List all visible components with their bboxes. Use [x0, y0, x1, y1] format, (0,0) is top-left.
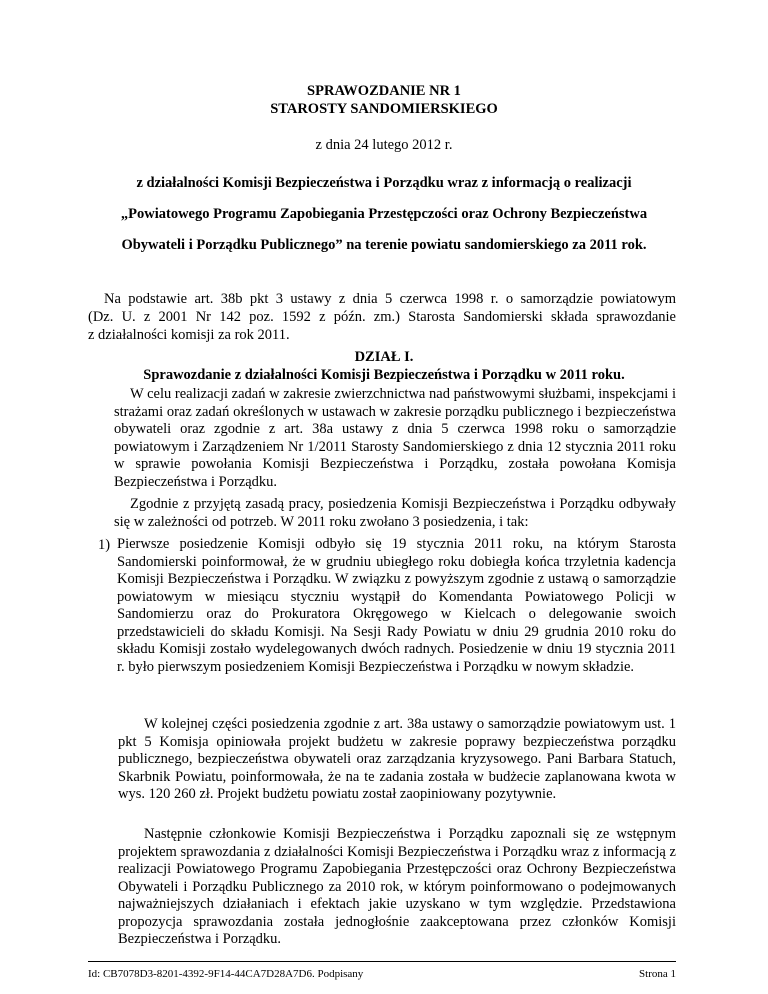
- section-subheading: Sprawozdanie z działalności Komisji Bezpieczeństwa i Porządku w 2011 roku.: [143, 367, 625, 383]
- subject-line2: „Powiatowego Programu Zapobiegania Przestępczości oraz Ochrony Bezpieczeństwa: [120, 206, 648, 222]
- intro-line2: (Dz. U. z 2001 Nr 142 poz. 1592 z późn. zm.) Starosta Sandomierski składa sprawozdanie: [88, 309, 676, 325]
- subject-line1: z działalności Komisji Bezpieczeństwa i Porządku wraz z informacją o realizacji: [136, 175, 632, 191]
- list-item-number: 1): [98, 537, 111, 553]
- intro-line1: Na podstawie art. 38b pkt 3 ustawy z dnia 5 czerwca 1998 r. o samorządzie powiatowym: [104, 291, 676, 307]
- document-title-line1: SPRAWOZDANIE NR 1: [307, 83, 461, 99]
- section-paragraph-1: W celu realizacji zadań w zakresie zwierzchnictwa nad państwowymi służbami, inspekcjami i strażami oraz zadań określonych w ustawach w zakresie porządku publicznego i bezpieczeństwa obywateli oraz zgodnie z art. 38a ustawy z dnia 5 czerwca 1998 roku o samorządzie powiatowym i Zarządzeniem Nr 1/2011 Starosty Sandomierskiego z dnia 12 stycznia 2011 roku w sprawie powołania Komisji Bezpieczeństwa i Porządku, została powołana Komisja Bezpieczeństwa i Porządku.: [114, 386, 676, 490]
- list-item-1: Pierwsze posiedzenie Komisji odbyło się 19 stycznia 2011 roku, na którym Starosta Sandomierski poinformował, że w grudniu ubiegłego roku dobiegła końca trzyletnia kadencja Komisji Bezpieczeństwa i Porządku. W związku z powyższym zgodnie z ustawą o samorządzie powiatowym w miesiącu styczniu wystąpił do Komendanta Powiatowego Policji w Sandomierzu oraz do Prokuratora Okręgowego w Kielcach o delegowanie swoich przedstawicieli do składu Komisji. Na Sesji Rady Powiatu w dniu 29 grudnia 2010 roku do składu Komisji zostało wydelegowanych dwóch radnych. Posiedzenie w dniu 19 stycznia 2011 r. było pierwszym posiedzeniem Komisji Bezpieczeństwa i Porządku w nowym składzie.: [117, 536, 676, 675]
- list-item-1-paragraph-2: W kolejnej części posiedzenia zgodnie z art. 38a ustawy o samorządzie powiatowym ust. 1 pkt 5 Komisja opiniowała projekt budżetu w zakresie poprawy bezpieczeństwa porządku publicznego, bezpieczeństwa obywateli oraz zarządzania kryzysowego. Pani Barbara Statuch, Skarbnik Powiatu, poinformowała, że na te zadania została w budżecie zaplanowana kwota w wys. 120 260 zł. Projekt budżetu powiatu został zaopiniowany pozytywnie.: [118, 716, 676, 802]
- footer-divider: [88, 961, 676, 962]
- footer-page-number: Strona 1: [639, 968, 676, 980]
- subject-line3: Obywateli i Porządku Publicznego” na terenie powiatu sandomierskiego za 2011 rok.: [121, 237, 647, 253]
- footer-document-id: Id: CB7078D3-8201-4392-9F14-44CA7D28A7D6. Podpisany: [88, 968, 364, 980]
- document-title-line2: STAROSTY SANDOMIERSKIEGO: [270, 101, 498, 117]
- section-heading: DZIAŁ I.: [354, 349, 414, 365]
- document-date: z dnia 24 lutego 2012 r.: [315, 137, 453, 153]
- list-item-1-paragraph-3: Następnie członkowie Komisji Bezpieczeństwa i Porządku zapoznali się ze wstępnym projektem sprawozdania z działalności Komisji Bezpieczeństwa i Porządku wraz z informacją z realizacji Powiatowego Programu Zapobiegania Przestępczości oraz Ochrony Bezpieczeństwa Obywateli i Porządku Publicznego za 2010 rok, w którym poinformowano o podejmowanych najważniejszych działaniach i efektach jakie uzyskano w tym względzie. Przedstawiona propozycja sprawozdania została jednogłośnie zaakceptowana przez członków Komisji Bezpieczeństwa i Porządku.: [118, 826, 676, 947]
- section-paragraph-2: Zgodnie z przyjętą zasadą pracy, posiedzenia Komisji Bezpieczeństwa i Porządku odbywały się w zależności od potrzeb. W 2011 roku zwołano 3 posiedzenia, i tak:: [114, 496, 676, 530]
- intro-line3: z działalności komisji za rok 2011.: [88, 327, 290, 343]
